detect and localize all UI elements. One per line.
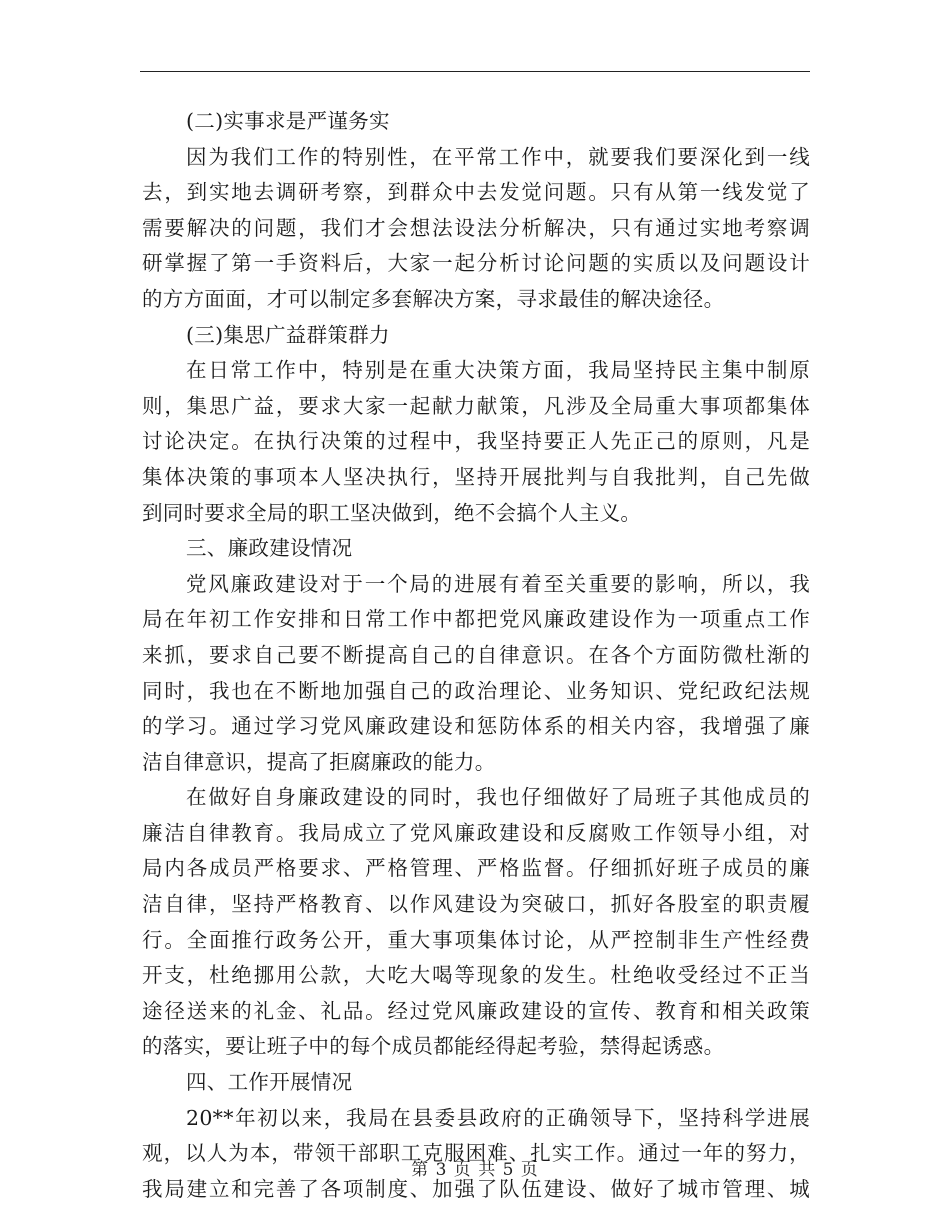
text-line: 局在年初工作安排和日常工作中都把党风廉政建设作为一项重点工作 xyxy=(142,607,810,632)
text-line: (二)实事求是严谨务实 xyxy=(186,109,390,133)
text-line: 来抓，要求自己要不断提高自己的自律意识。在各个方面防微杜渐的 xyxy=(142,642,810,667)
header-rule xyxy=(140,71,810,72)
text-line: 因为我们工作的特别性，在平常工作中，就要我们要深化到一线 xyxy=(186,144,810,169)
text-line: 洁自律意识，提高了拒腐廉政的能力。 xyxy=(142,749,496,774)
text-line: 讨论决定。在执行决策的过程中，我坚持要正人先正己的原则，凡是 xyxy=(142,429,810,454)
text-line: 行。全面推行政务公开，重大事项集体讨论，从严控制非生产性经费 xyxy=(142,927,810,952)
text-line: 开支，杜绝挪用公款，大吃大喝等现象的发生。杜绝收受经过不正当 xyxy=(142,963,810,988)
text-line: 局内各成员严格要求、严格管理、严格监督。仔细抓好班子成员的廉 xyxy=(142,856,810,881)
text-line: 党风廉政建设对于一个局的进展有着至关重要的影响，所以，我 xyxy=(186,571,810,596)
text-line: 的方方面面，才可以制定多套解决方案，寻求最佳的解决途径。 xyxy=(142,286,725,311)
document-body xyxy=(142,104,810,1207)
text-line: 途径送来的礼金、礼品。经过党风廉政建设的宣传、教育和相关政策 xyxy=(142,998,810,1023)
text-line: 同时，我也在不断地加强自己的政治理论、业务知识、党纪政纪法规 xyxy=(142,678,810,703)
text-line: 需要解决的问题，我们才会想法设法分析解决，只有通过实地考察调 xyxy=(142,215,810,240)
text-line: 去，到实地去调研考察，到群众中去发觉问题。只有从第一线发觉了 xyxy=(142,180,810,205)
text-line: 集体决策的事项本人坚决执行，坚持开展批判与自我批判，自己先做 xyxy=(142,464,810,489)
text-line: 在日常工作中，特别是在重大决策方面，我局坚持民主集中制原 xyxy=(186,358,810,383)
text-line: 在做好自身廉政建设的同时，我也仔细做好了局班子其他成员的 xyxy=(186,785,810,810)
text-line: 到同时要求全局的职工坚决做到，绝不会搞个人主义。 xyxy=(142,500,642,525)
text-line: 廉洁自律教育。我局成立了党风廉政建设和反腐败工作领导小组，对 xyxy=(142,820,810,845)
text-line: 四、工作开展情况 xyxy=(186,1070,353,1095)
text-line: 则，集思广益，要求大家一起献力献策，凡涉及全局重大事项都集体 xyxy=(142,393,810,418)
page-number-footer: 第 3 页 共 5 页 xyxy=(411,1160,539,1180)
text-line: 洁自律，坚持严格教育、以作风建设为突破口，抓好各股室的职责履 xyxy=(142,892,810,917)
text-line: 我局建立和完善了各项制度、加强了队伍建设、做好了城市管理、城 xyxy=(142,1176,810,1201)
text-line: 研掌握了第一手资料后，大家一起分析讨论问题的实质以及问题设计 xyxy=(142,251,810,276)
text-line: (三)集思广益群策群力 xyxy=(186,322,390,347)
text-line: 20**年初以来，我局在县委县政府的正确领导下，坚持科学进展 xyxy=(186,1105,810,1130)
text-line: 的学习。通过学习党风廉政建设和惩防体系的相关内容，我增强了廉 xyxy=(142,714,810,739)
text-line: 三、廉政建设情况 xyxy=(186,536,353,561)
text-line: 观，以人为本，带领干部职工克服困难、扎实工作。通过一年的努力， xyxy=(142,1141,810,1166)
text-line: 的落实，要让班子中的每个成员都能经得起考验，禁得起诱惑。 xyxy=(142,1034,725,1059)
